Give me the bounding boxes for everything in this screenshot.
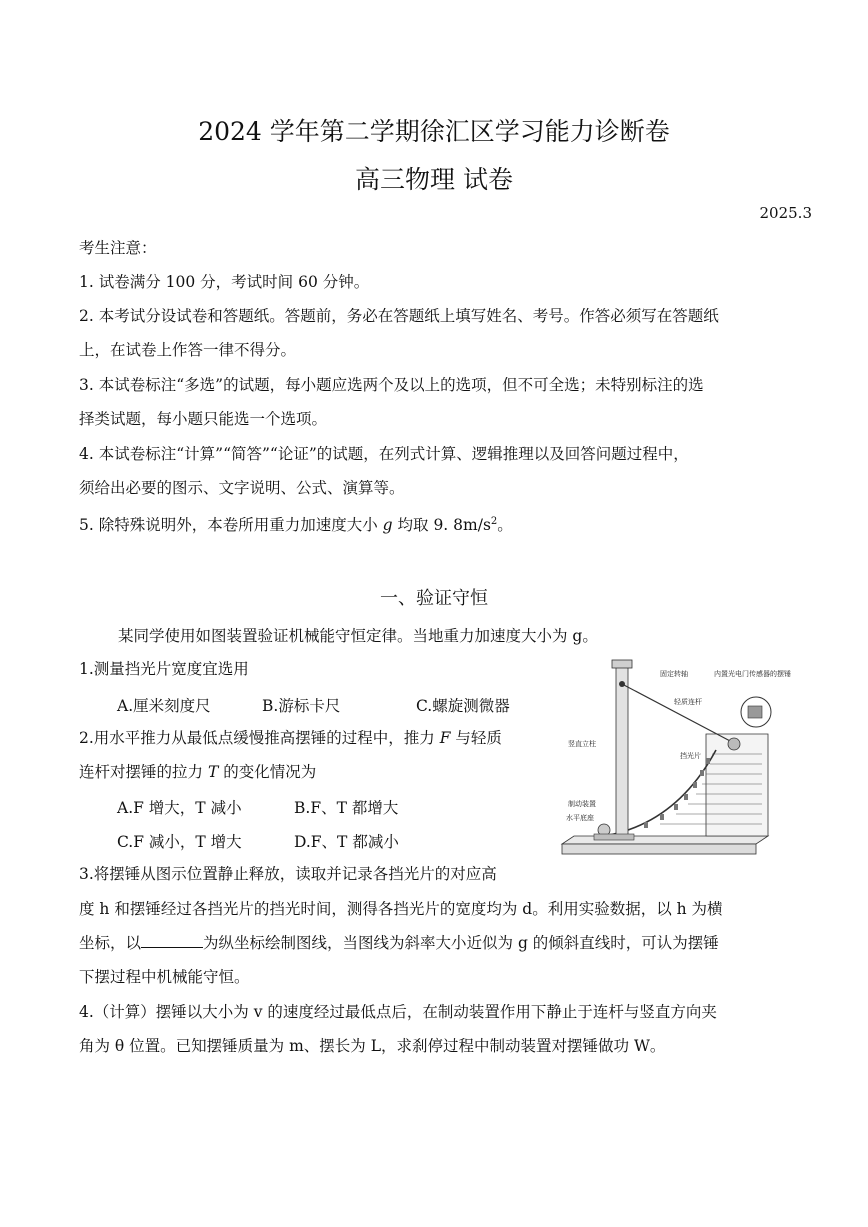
q1-option-a: A.厘米刻度尺: [117, 697, 211, 715]
q1-option-b: B.游标卡尺: [262, 697, 341, 715]
exam-subtitle: 高三物理 试卷: [355, 165, 513, 194]
q2-option-a: A.F 增大，T 减小: [117, 799, 242, 817]
q3-line4: 下摆过程中机械能守恒。: [79, 968, 250, 986]
notice-item-3: 3. 本试卷标注“多选”的试题，每小题应选两个及以上的选项，但不可全选；未特别标注的选: [79, 376, 704, 394]
q4-line2: 角为 θ 位置。已知摆锤质量为 m、摆长为 L，求刹停过程中制动装置对摆锤做功 W。: [79, 1037, 666, 1055]
notice-item-2-cont: 上，在试卷上作答一律不得分。: [79, 341, 297, 359]
notice-item-3-cont: 择类试题，每小题只能选一个选项。: [79, 410, 328, 428]
q2-stem-line1: 2.用水平推力从最低点缓慢推高摆锤的过程中，推力 F 与轻质: [79, 729, 502, 747]
label-post: 竖直立柱: [568, 740, 596, 748]
q4-line1: 4.（计算）摆锤以大小为 v 的速度经过最低点后，在制动装置作用下静止于连杆与竖直方向夹: [79, 1003, 717, 1021]
answer-blank: [141, 933, 203, 948]
notice-heading: 考生注意：: [79, 239, 157, 257]
notice-item-1: 1. 试卷满分 100 分，考试时间 60 分钟。: [79, 273, 370, 291]
pendulum-apparatus-figure: [556, 654, 791, 866]
q1-option-c: C.螺旋测微器: [416, 697, 510, 715]
label-base: 水平底座: [566, 814, 594, 822]
notice-item-4: 4. 本试卷标注“计算”“简答”“论证”的试题，在列式计算、逻辑推理以及回答问题过程中，: [79, 445, 689, 463]
q2-stem-line2: 连杆对摆锤的拉力 T 的变化情况为: [79, 763, 317, 781]
q3-line1: 3.将摆锤从图示位置静止释放，读取并记录各挡光片的对应高: [79, 865, 497, 883]
exam-date: 2025.3: [759, 204, 812, 222]
notice-item-2: 2. 本考试分设试卷和答题纸。答题前，务必在答题纸上填写姓名、考号。作答必须写在答题纸: [79, 307, 719, 325]
q1-stem: 1.测量挡光片宽度宜选用: [79, 660, 249, 678]
notice-item-5: 5. 除特殊说明外，本卷所用重力加速度大小 g 均取 9. $8m/s^2$。: [79, 516, 513, 535]
label-sensor: 内置光电门传感器的摆锤: [714, 670, 791, 678]
section-intro: 某同学使用如图装置验证机械能守恒定律。当地重力加速度大小为 g。: [118, 627, 598, 645]
exam-title: 2024 学年第二学期徐汇区学习能力诊断卷: [198, 117, 670, 146]
q2-option-b: B.F、T 都增大: [294, 799, 399, 817]
label-slats: 挡光片: [680, 752, 701, 760]
q3-line3: 坐标，以 为纵坐标绘制图线，当图线为斜率大小近似为 g 的倾斜直线时，可认为摆锤: [79, 934, 719, 952]
notice-item-4-cont: 须给出必要的图示、文字说明、公式、演算等。: [79, 479, 405, 497]
label-brake: 制动装置: [568, 800, 596, 808]
q2-option-c: C.F 减小，T 增大: [117, 833, 242, 851]
section-heading: 一、验证守恒: [380, 588, 488, 609]
q3-line2: 度 h 和摆锤经过各挡光片的挡光时间，测得各挡光片的宽度均为 d。利用实验数据，以 h 为横: [79, 900, 723, 918]
label-pivot: 固定转轴: [660, 670, 688, 678]
q2-option-d: D.F、T 都减小: [294, 833, 399, 851]
label-rod: 轻质连杆: [674, 698, 702, 706]
